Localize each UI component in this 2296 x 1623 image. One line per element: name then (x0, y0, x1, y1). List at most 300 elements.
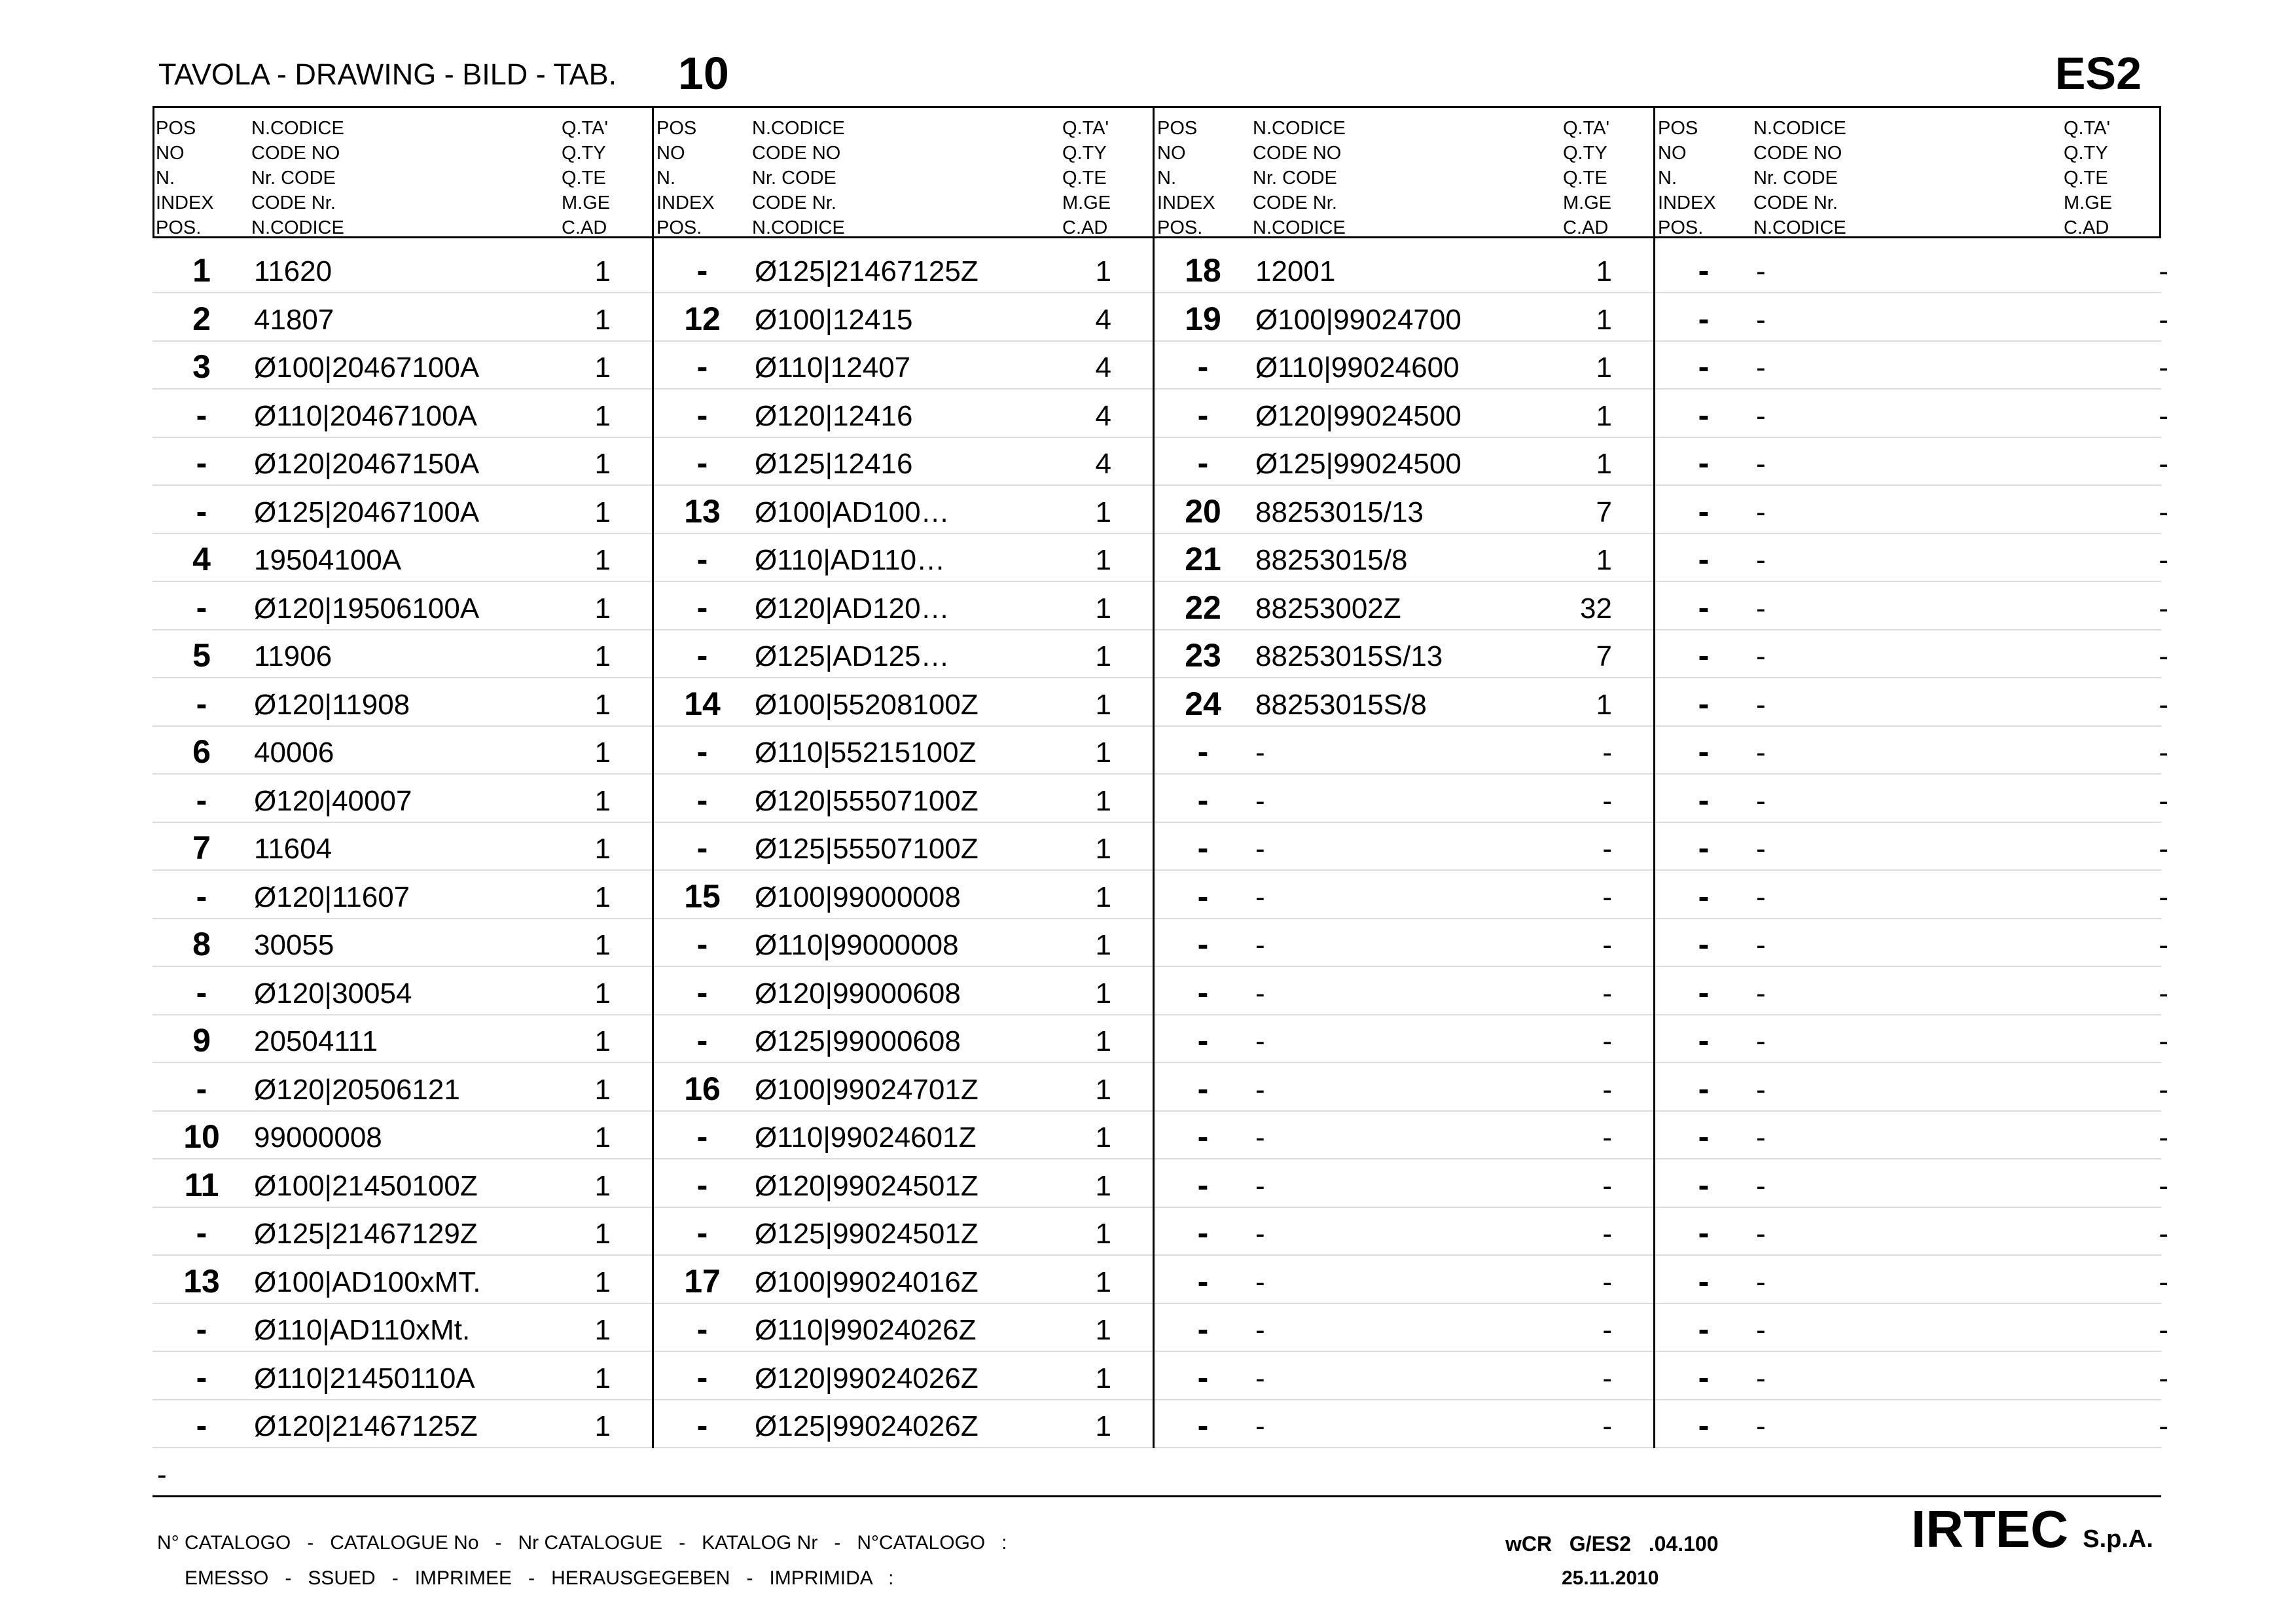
cell-qty: - (2159, 496, 2168, 528)
cell-code: 88253015/8 (1255, 544, 1408, 576)
header-pos-col-3: POS NO N. INDEX POS. (1157, 118, 1215, 238)
cell-code: - (1255, 929, 1265, 961)
header-code-col-4: N.CODICE CODE NO Nr. CODE CODE Nr. N.CODICE (1753, 118, 1846, 238)
cell-qty: 1 (594, 833, 611, 865)
cell-pos: - (696, 348, 708, 385)
cell-code: - (1255, 833, 1265, 865)
cell-pos: 8 (192, 926, 211, 962)
cell-code: 12001 (1255, 255, 1336, 287)
cell-pos: - (196, 1070, 207, 1107)
cell-qty: 4 (1095, 448, 1111, 480)
cell-code: 88253015S/8 (1255, 688, 1427, 721)
table-row (152, 726, 2168, 775)
cell-qty: 1 (1596, 352, 1612, 384)
header-code-col-3: N.CODICE CODE NO Nr. CODE CODE Nr. N.CODICE (1253, 118, 1346, 238)
cell-qty: 1 (1095, 1410, 1111, 1442)
cell-pos: - (1197, 926, 1209, 962)
cell-pos: - (1197, 830, 1209, 866)
table-row (152, 678, 2168, 727)
cell-pos: - (1197, 1166, 1209, 1203)
cell-pos: - (696, 1166, 708, 1203)
cell-pos: - (696, 1311, 708, 1347)
cell-pos: - (196, 492, 207, 530)
cell-pos: - (196, 589, 207, 626)
cell-qty: 7 (1596, 496, 1612, 528)
cell-qty: - (2159, 1122, 2168, 1154)
cell-code: Ø120|AD120… (755, 592, 950, 625)
cell-qty: 1 (1596, 544, 1612, 576)
cell-qty: - (2159, 977, 2168, 1010)
cell-code: - (1255, 1266, 1265, 1298)
cell-pos: - (1197, 974, 1209, 1011)
cell-pos: 14 (684, 685, 721, 722)
cell-code: - (1756, 833, 1766, 865)
cell-pos: - (1698, 1070, 1710, 1107)
cell-code: 20504111 (254, 1025, 378, 1057)
table-row (152, 486, 2168, 534)
cell-qty: - (1602, 1362, 1612, 1395)
cell-code: Ø100|21450100Z (254, 1169, 478, 1202)
cell-pos: - (696, 733, 708, 770)
cell-pos: - (1698, 974, 1710, 1011)
cell-qty: - (2159, 1073, 2168, 1106)
cell-pos: - (1698, 1311, 1710, 1347)
cell-pos: - (1197, 733, 1209, 770)
cell-qty: 1 (1095, 881, 1111, 913)
cell-code: - (1255, 1122, 1265, 1154)
cell-pos: 6 (192, 733, 211, 770)
cell-code: Ø110|99024026Z (755, 1314, 977, 1346)
cell-code: - (1756, 737, 1766, 769)
cell-pos: - (696, 1214, 708, 1251)
cell-pos: - (1698, 1022, 1710, 1059)
cell-pos: - (696, 830, 708, 866)
cell-qty: 1 (1095, 784, 1111, 817)
table-row (152, 1111, 2168, 1159)
cell-code: Ø110|99024600 (1255, 352, 1460, 384)
cell-pos: - (696, 781, 708, 818)
cell-qty: - (1602, 1266, 1612, 1298)
cell-pos: - (696, 1022, 708, 1059)
cell-code: - (1756, 496, 1766, 528)
cell-qty: - (2159, 255, 2168, 287)
cell-pos: - (696, 1118, 708, 1155)
cell-qty: 1 (594, 929, 611, 961)
cell-qty: 1 (1596, 688, 1612, 721)
cell-qty: 1 (594, 1025, 611, 1057)
header-qty-col-1: Q.TA' Q.TY Q.TE M.GE C.AD (562, 118, 611, 238)
cell-pos: - (1698, 589, 1710, 626)
cell-code: - (1756, 977, 1766, 1010)
cell-qty: 1 (594, 544, 611, 576)
cell-qty: 1 (1095, 929, 1111, 961)
cell-qty: 1 (1095, 737, 1111, 769)
cell-code: Ø125|99024026Z (755, 1410, 978, 1442)
catalog-code: wCR G/ES2 .04.100 (1505, 1532, 1719, 1556)
cell-qty: - (1602, 1169, 1612, 1202)
cell-pos: - (196, 1214, 207, 1251)
cell-qty: 1 (594, 399, 611, 432)
cell-qty: 1 (1095, 1025, 1111, 1057)
cell-pos: - (1698, 685, 1710, 722)
cell-qty: 1 (1095, 592, 1111, 625)
table-row (152, 775, 2168, 823)
cell-code: Ø100|99024701Z (755, 1073, 978, 1106)
column-separator (652, 106, 654, 1448)
cell-pos: - (196, 445, 207, 481)
cell-code: Ø125|21467125Z (755, 255, 978, 287)
cell-code: Ø125|99024501Z (755, 1218, 978, 1250)
cell-qty: - (1602, 881, 1612, 913)
cell-code: - (1756, 592, 1766, 625)
table-row (152, 822, 2168, 871)
cell-pos: - (1197, 781, 1209, 818)
cell-pos: - (1698, 541, 1710, 577)
cell-code: - (1756, 544, 1766, 576)
brand-logo (1911, 1499, 2153, 1559)
cell-pos: 13 (183, 1262, 220, 1300)
cell-qty: - (2159, 1025, 2168, 1057)
cell-code: Ø100|99000008 (755, 881, 961, 913)
cell-code: - (1756, 399, 1766, 432)
cell-qty: 1 (594, 1362, 611, 1395)
cell-code: - (1756, 1362, 1766, 1395)
cell-pos: - (1698, 1262, 1710, 1300)
cell-code: - (1756, 1169, 1766, 1202)
issue-date: 25.11.2010 (1562, 1567, 1659, 1589)
cell-code: Ø110|99024601Z (755, 1122, 977, 1154)
cell-qty: - (2159, 1218, 2168, 1250)
cell-pos: - (1197, 1262, 1209, 1300)
cell-code: - (1756, 1410, 1766, 1442)
drawing-title-label: TAVOLA - DRAWING - BILD - TAB. (158, 58, 617, 91)
column-separator (1153, 106, 1155, 1448)
cell-code: - (1255, 1073, 1265, 1106)
cell-code: - (1255, 784, 1265, 817)
cell-pos: - (1197, 1022, 1209, 1059)
table-row (152, 1063, 2168, 1112)
cell-qty: - (1602, 1025, 1612, 1057)
cell-code: - (1756, 881, 1766, 913)
cell-qty: 1 (594, 1266, 611, 1298)
cell-qty: 1 (594, 592, 611, 625)
cell-pos: - (1698, 1214, 1710, 1251)
cell-pos: - (696, 252, 708, 289)
cell-code: Ø120|99024026Z (755, 1362, 978, 1395)
table-row (152, 341, 2168, 390)
header-pos-col-1: POS NO N. INDEX POS. (156, 118, 214, 238)
cell-qty: 1 (594, 737, 611, 769)
table-row (152, 1015, 2168, 1063)
cell-code: Ø110|12407 (755, 352, 911, 384)
cell-pos: - (1698, 830, 1710, 866)
cell-qty: - (1602, 1122, 1612, 1154)
cell-qty: - (1602, 1073, 1612, 1106)
cell-pos: - (196, 1311, 207, 1347)
cell-qty: - (1602, 1218, 1612, 1250)
header-qty-col-2: Q.TA' Q.TY Q.TE M.GE C.AD (1062, 118, 1111, 238)
cell-code: Ø120|12416 (755, 399, 913, 432)
cell-pos: - (1698, 348, 1710, 385)
issued-label: EMESSO - SSUED - IMPRIMEE - HERAUSGEGEBEN - IMPRIMIDA : (185, 1567, 894, 1589)
cell-pos: - (1698, 445, 1710, 481)
cell-qty: 1 (1095, 640, 1111, 672)
cell-pos: - (1698, 1407, 1710, 1444)
cell-code: - (1756, 1025, 1766, 1057)
cell-qty: 1 (594, 1122, 611, 1154)
cell-qty: - (1602, 1314, 1612, 1346)
cell-pos: 18 (1185, 252, 1221, 289)
cell-pos: - (1197, 1311, 1209, 1347)
cell-pos: 11 (184, 1166, 219, 1203)
cell-qty: 1 (1095, 496, 1111, 528)
cell-qty: 1 (594, 1218, 611, 1250)
cell-qty: 1 (1596, 255, 1612, 287)
cell-pos: - (1698, 877, 1710, 915)
cell-qty: - (1602, 784, 1612, 817)
cell-pos: - (196, 877, 207, 915)
cell-code: Ø120|20506121 (254, 1073, 460, 1106)
cell-pos: - (1197, 1359, 1209, 1396)
table-row (152, 1256, 2168, 1304)
cell-qty: - (2159, 544, 2168, 576)
cell-pos: - (696, 637, 708, 674)
cell-pos: 19 (1185, 300, 1221, 337)
cell-pos: - (1698, 252, 1710, 289)
cell-code: 40006 (254, 737, 334, 769)
cell-code: 88253002Z (1255, 592, 1401, 625)
cell-pos: 23 (1185, 637, 1221, 674)
cell-code: - (1756, 303, 1766, 336)
table-row (152, 919, 2168, 967)
model-code: ES2 (2054, 48, 2142, 99)
cell-code: Ø110|21450110A (254, 1362, 475, 1395)
cell-pos: - (196, 974, 207, 1011)
cell-code: Ø125|99024500 (1255, 448, 1462, 480)
cell-code: Ø125|55507100Z (755, 833, 978, 865)
cell-qty: 1 (1095, 255, 1111, 287)
cell-code: 30055 (254, 929, 334, 961)
cell-pos: - (696, 974, 708, 1011)
cell-qty: 1 (1596, 303, 1612, 336)
cell-qty: 1 (594, 640, 611, 672)
cell-qty: - (2159, 352, 2168, 384)
cell-code: - (1255, 1169, 1265, 1202)
cell-code: Ø100|55208100Z (755, 688, 978, 721)
cell-qty: 1 (1596, 448, 1612, 480)
cell-pos: - (1197, 348, 1209, 385)
cell-pos: - (696, 589, 708, 626)
cell-code: - (1255, 1410, 1265, 1442)
cell-qty: - (1602, 737, 1612, 769)
cell-code: Ø100|AD100xMT. (254, 1266, 481, 1298)
cell-qty: 1 (1095, 833, 1111, 865)
cell-pos: - (1698, 926, 1710, 962)
cell-qty: 1 (594, 1169, 611, 1202)
footer-divider (152, 1495, 2161, 1497)
cell-qty: 4 (1095, 303, 1111, 336)
cell-code: - (1756, 352, 1766, 384)
cell-code: - (1756, 1314, 1766, 1346)
cell-qty: 1 (1095, 977, 1111, 1010)
cell-pos: - (1698, 300, 1710, 337)
cell-pos: - (696, 1359, 708, 1396)
cell-qty: 1 (1095, 1169, 1111, 1202)
cell-qty: - (1602, 929, 1612, 961)
table-row (152, 630, 2168, 678)
cell-pos: 13 (684, 492, 721, 530)
cell-code: Ø125|AD125… (755, 640, 950, 672)
cell-qty: - (2159, 1410, 2168, 1442)
cell-code: Ø120|21467125Z (254, 1410, 478, 1442)
cell-pos: - (1698, 733, 1710, 770)
cell-qty: 1 (594, 1314, 611, 1346)
cell-pos: - (1197, 1214, 1209, 1251)
cell-pos: - (1197, 445, 1209, 481)
cell-code: Ø120|30054 (254, 977, 412, 1010)
cell-pos: - (196, 685, 207, 722)
cell-code: Ø120|11908 (254, 688, 410, 721)
table-row (152, 437, 2168, 486)
cell-pos: - (1197, 1407, 1209, 1444)
cell-qty: - (2159, 303, 2168, 336)
brand-suffix: S.p.A. (2083, 1525, 2153, 1553)
cell-qty: - (2159, 881, 2168, 913)
cell-qty: 1 (594, 784, 611, 817)
cell-code: Ø120|19506100A (254, 592, 480, 625)
cell-pos: 2 (192, 300, 211, 337)
cell-pos: - (1698, 1359, 1710, 1396)
cell-qty: 1 (1095, 1314, 1111, 1346)
cell-qty: 1 (594, 688, 611, 721)
cell-qty: - (2159, 640, 2168, 672)
table-row (152, 1400, 2168, 1448)
cell-qty: - (2159, 784, 2168, 817)
cell-qty: 1 (1095, 1266, 1111, 1298)
cell-qty: - (2159, 1362, 2168, 1395)
header-pos-col-4: POS NO N. INDEX POS. (1658, 118, 1716, 238)
cell-code: Ø120|99024500 (1255, 399, 1462, 432)
cell-qty: - (2159, 833, 2168, 865)
cell-pos: - (696, 1407, 708, 1444)
cell-code: 11620 (254, 255, 332, 287)
cell-code: Ø120|20467150A (254, 448, 480, 480)
cell-code: - (1255, 737, 1265, 769)
cell-code: Ø125|99000608 (755, 1025, 961, 1057)
header-qty-col-3: Q.TA' Q.TY Q.TE M.GE C.AD (1563, 118, 1612, 238)
cell-code: - (1756, 1073, 1766, 1106)
cell-code: Ø110|AD110xMt. (254, 1314, 471, 1346)
table-row (152, 245, 2168, 293)
cell-pos: 10 (183, 1118, 220, 1155)
footnote: - (157, 1459, 167, 1491)
cell-code: Ø120|55507100Z (755, 784, 978, 817)
cell-code: 11604 (254, 833, 332, 865)
cell-qty: 1 (594, 1410, 611, 1442)
cell-code: - (1255, 977, 1265, 1010)
cell-code: Ø120|99000608 (755, 977, 961, 1010)
table-number: 10 (678, 48, 729, 99)
cell-pos: - (696, 541, 708, 577)
cell-code: Ø110|55215100Z (755, 737, 977, 769)
cell-pos: - (1197, 1118, 1209, 1155)
cell-code: - (1756, 1122, 1766, 1154)
cell-code: - (1255, 1218, 1265, 1250)
cell-pos: - (1698, 781, 1710, 818)
cell-qty: - (2159, 737, 2168, 769)
cell-code: Ø110|99000008 (755, 929, 959, 961)
cell-pos: 15 (684, 877, 721, 915)
cell-code: - (1255, 1362, 1265, 1395)
table-row (152, 390, 2168, 438)
cell-code: Ø100|99024700 (1255, 303, 1462, 336)
cell-qty: 1 (594, 255, 611, 287)
cell-qty: - (2159, 1169, 2168, 1202)
table-row (152, 1207, 2168, 1256)
column-header-box (152, 106, 2161, 238)
cell-pos: - (196, 1359, 207, 1396)
cell-pos: - (696, 926, 708, 962)
table-row (152, 1304, 2168, 1352)
cell-qty: 1 (1596, 399, 1612, 432)
cell-code: Ø120|40007 (254, 784, 412, 817)
cell-qty: 1 (594, 303, 611, 336)
cell-code: - (1756, 640, 1766, 672)
cell-code: - (1756, 255, 1766, 287)
cell-code: - (1756, 929, 1766, 961)
cell-pos: 16 (684, 1070, 721, 1107)
cell-code: - (1255, 881, 1265, 913)
cell-code: - (1756, 448, 1766, 480)
cell-qty: 1 (1095, 1073, 1111, 1106)
cell-qty: - (2159, 1314, 2168, 1346)
cell-pos: - (1197, 396, 1209, 433)
cell-qty: - (1602, 1410, 1612, 1442)
cell-qty: - (2159, 399, 2168, 432)
cell-pos: - (1698, 396, 1710, 433)
table-row (152, 1352, 2168, 1400)
table-row (152, 967, 2168, 1015)
cell-qty: 1 (594, 1073, 611, 1106)
cell-pos: - (1698, 1166, 1710, 1203)
cell-code: - (1756, 1218, 1766, 1250)
cell-pos: - (196, 1407, 207, 1444)
cell-code: - (1756, 688, 1766, 721)
cell-pos: - (1698, 1118, 1710, 1155)
cell-code: Ø110|20467100A (254, 399, 477, 432)
cell-qty: 1 (594, 496, 611, 528)
cell-code: Ø125|12416 (755, 448, 913, 480)
cell-qty: - (1602, 833, 1612, 865)
cell-qty: - (2159, 592, 2168, 625)
cell-code: Ø100|12415 (755, 303, 913, 336)
cell-code: Ø120|99024501Z (755, 1169, 978, 1202)
cell-qty: - (2159, 688, 2168, 721)
table-row (152, 293, 2168, 342)
cell-qty: 1 (594, 448, 611, 480)
cell-code: - (1255, 1314, 1265, 1346)
cell-pos: 5 (192, 637, 211, 674)
cell-pos: - (696, 396, 708, 433)
cell-pos: 12 (684, 300, 721, 337)
cell-pos: - (1197, 877, 1209, 915)
cell-qty: 1 (594, 881, 611, 913)
cell-qty: 1 (594, 352, 611, 384)
cell-code: 41807 (254, 303, 334, 336)
cell-qty: 4 (1095, 352, 1111, 384)
cell-code: 99000008 (254, 1122, 382, 1154)
cell-qty: 1 (1095, 1362, 1111, 1395)
